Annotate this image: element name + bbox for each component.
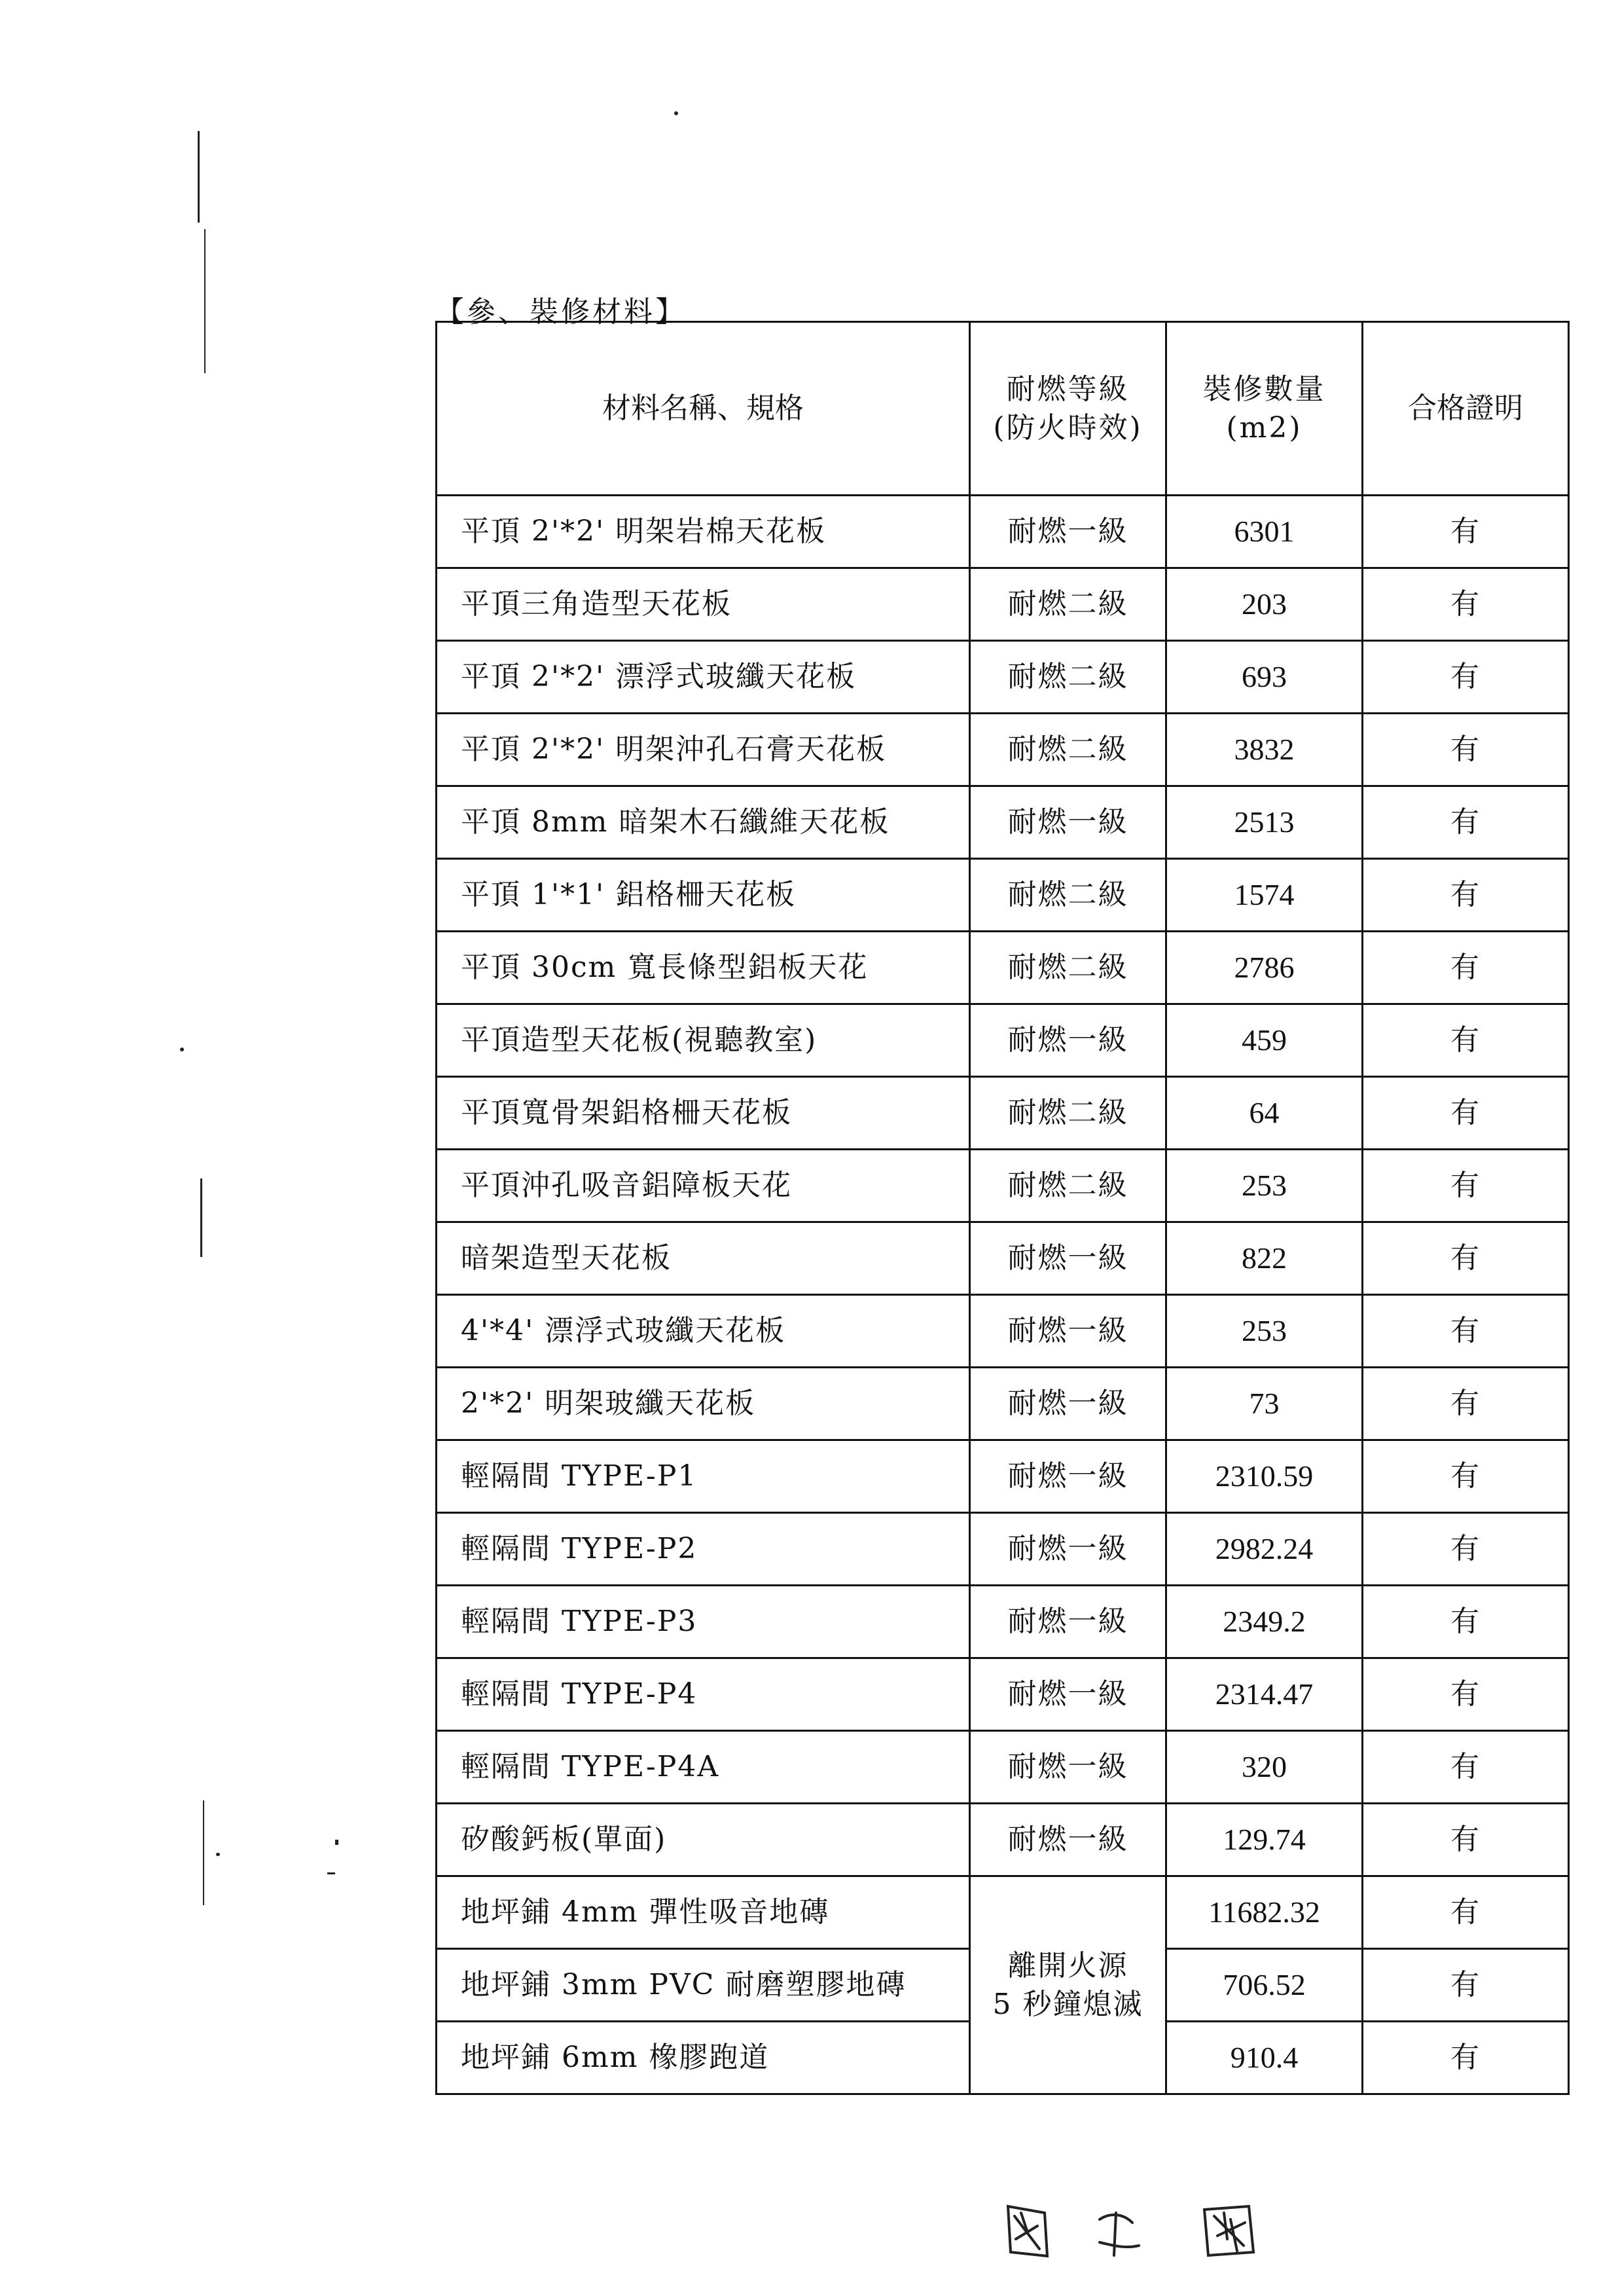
certificate-cell: 有 [1363,568,1569,641]
table-row [437,714,1569,786]
quantity-cell: 2349.2 [1166,1586,1363,1658]
fire-grade-cell: 耐燃二級 [970,1150,1166,1222]
material-name-cell: 地坪鋪 6mm 橡膠跑道 [437,2022,970,2094]
material-name-cell: 平頂 2'*2' 明架岩棉天花板 [437,496,970,568]
quantity-cell: 2314.47 [1166,1658,1363,1731]
header-fire-grade: 耐燃等級 (防火時效) [970,322,1166,496]
quantity-cell: 73 [1166,1368,1363,1440]
quantity-cell: 64 [1166,1077,1363,1150]
table-row [437,641,1569,714]
fire-grade-cell: 耐燃一級 [970,786,1166,859]
quantity-cell: 459 [1166,1004,1363,1077]
material-name-cell: 平頂 8mm 暗架木石纖維天花板 [437,786,970,859]
table-row [437,1731,1569,1804]
fire-grade-cell: 耐燃一級 [970,1586,1166,1658]
scan-dot [216,1853,220,1856]
fire-grade-cell: 耐燃一級 [970,1295,1166,1368]
quantity-cell: 320 [1166,1731,1363,1804]
certificate-cell: 有 [1363,1513,1569,1586]
table-row [437,1222,1569,1295]
scan-dot [674,111,678,115]
material-name-cell: 平頂三角造型天花板 [437,568,970,641]
certificate-cell: 有 [1363,1949,1569,2022]
fire-grade-cell: 耐燃一級 [970,1222,1166,1295]
material-name-cell: 平頂寬骨架鋁格柵天花板 [437,1077,970,1150]
certificate-cell: 有 [1363,1876,1569,1949]
certificate-cell: 有 [1363,786,1569,859]
scan-dot [180,1048,184,1051]
certificate-cell: 有 [1363,1658,1569,1731]
header-quantity: 裝修數量 (m2) [1166,322,1363,496]
certificate-cell: 有 [1363,1586,1569,1658]
fire-grade-cell: 耐燃一級 [970,1368,1166,1440]
material-name-cell: 平頂 1'*1' 鋁格柵天花板 [437,859,970,932]
certificate-cell: 有 [1363,2022,1569,2094]
material-name-cell: 平頂 30cm 寬長條型鋁板天花 [437,932,970,1004]
table-row [437,1150,1569,1222]
scan-dot [335,1840,338,1845]
certificate-cell: 有 [1363,714,1569,786]
certificate-cell: 有 [1363,1150,1569,1222]
header-material-name: 材料名稱、規格 [437,322,970,496]
scan-margin-line [204,229,206,373]
materials-table [435,321,1570,2095]
scan-margin-line [203,1800,204,1905]
quantity-cell: 2786 [1166,932,1363,1004]
certificate-cell: 有 [1363,496,1569,568]
section-title: 【參、裝修材料】 [435,295,687,329]
material-name-cell: 2'*2' 明架玻纖天花板 [437,1368,970,1440]
certificate-cell: 有 [1363,1731,1569,1804]
table-row [437,1513,1569,1586]
quantity-cell: 203 [1166,568,1363,641]
certificate-cell: 有 [1363,859,1569,932]
fire-grade-cell: 耐燃二級 [970,1077,1166,1150]
certificate-cell: 有 [1363,1077,1569,1150]
quantity-cell: 2513 [1166,786,1363,859]
table-row [437,1004,1569,1077]
quantity-cell: 129.74 [1166,1804,1363,1876]
scan-dot [327,1872,335,1874]
fire-grade-cell: 耐燃一級 [970,1004,1166,1077]
table-row [437,568,1569,641]
fire-grade-cell: 耐燃二級 [970,859,1166,932]
fire-grade-cell: 耐燃一級 [970,1804,1166,1876]
certificate-cell: 有 [1363,641,1569,714]
material-name-cell: 輕隔間 TYPE-P3 [437,1586,970,1658]
fire-grade-merged-cell [970,1876,1166,2094]
material-name-cell: 地坪鋪 4mm 彈性吸音地磚 [437,1876,970,1949]
material-name-cell: 平頂沖孔吸音鋁障板天花 [437,1150,970,1222]
fire-grade-line: 離開火源 [1007,1948,1128,1982]
certificate-cell: 有 [1363,932,1569,1004]
fire-grade-cell: 耐燃二級 [970,641,1166,714]
certificate-cell: 有 [1363,1804,1569,1876]
quantity-cell: 706.52 [1166,1949,1363,2022]
fire-grade-cell: 耐燃二級 [970,568,1166,641]
material-name-cell: 4'*4' 漂浮式玻纖天花板 [437,1295,970,1368]
table-row [437,496,1569,568]
material-name-cell: 暗架造型天花板 [437,1222,970,1295]
table-row [437,1440,1569,1513]
certificate-cell: 有 [1363,1004,1569,1077]
quantity-cell: 1574 [1166,859,1363,932]
quantity-cell: 2310.59 [1166,1440,1363,1513]
material-name-cell: 輕隔間 TYPE-P4A [437,1731,970,1804]
material-name-cell: 輕隔間 TYPE-P1 [437,1440,970,1513]
material-name-cell: 矽酸鈣板(單面) [437,1804,970,1876]
material-name-cell: 輕隔間 TYPE-P4 [437,1658,970,1731]
fire-grade-cell: 耐燃一級 [970,496,1166,568]
table-row [437,1658,1569,1731]
certificate-cell: 有 [1363,1368,1569,1440]
header-certificate: 合格證明 [1363,322,1569,496]
table-row [437,1295,1569,1368]
quantity-cell: 3832 [1166,714,1363,786]
table-row [437,859,1569,932]
quantity-cell: 910.4 [1166,2022,1363,2094]
table-header-row [437,322,1569,496]
fire-grade-cell: 耐燃二級 [970,714,1166,786]
quantity-cell: 253 [1166,1295,1363,1368]
scan-margin-line [200,1178,202,1257]
table-row [437,786,1569,859]
material-name-cell: 輕隔間 TYPE-P2 [437,1513,970,1586]
fire-grade-cell: 耐燃一級 [970,1440,1166,1513]
table-row [437,1077,1569,1150]
material-name-cell: 平頂造型天花板(視聽教室) [437,1004,970,1077]
fire-grade-cell: 耐燃一級 [970,1658,1166,1731]
table-row [437,1804,1569,1876]
table-row [437,932,1569,1004]
fire-grade-cell: 耐燃二級 [970,932,1166,1004]
quantity-cell: 253 [1166,1150,1363,1222]
material-name-cell: 平頂 2'*2' 明架沖孔石膏天花板 [437,714,970,786]
fire-grade-line: 5 秒鐘熄滅 [992,1988,1143,2021]
table-row [437,1876,1569,1949]
quantity-cell: 822 [1166,1222,1363,1295]
quantity-cell: 693 [1166,641,1363,714]
fire-grade-cell: 耐燃一級 [970,1513,1166,1586]
table-row [437,1368,1569,1440]
quantity-cell: 6301 [1166,496,1363,568]
certificate-cell: 有 [1363,1295,1569,1368]
certificate-cell: 有 [1363,1222,1569,1295]
certificate-cell: 有 [1363,1440,1569,1513]
quantity-cell: 11682.32 [1166,1876,1363,1949]
signature-mark [1001,2193,1276,2265]
fire-grade-cell: 耐燃一級 [970,1731,1166,1804]
scan-margin-line [198,131,200,223]
quantity-cell: 2982.24 [1166,1513,1363,1586]
material-name-cell: 平頂 2'*2' 漂浮式玻纖天花板 [437,641,970,714]
material-name-cell: 地坪鋪 3mm PVC 耐磨塑膠地磚 [437,1949,970,2022]
table-row [437,1586,1569,1658]
